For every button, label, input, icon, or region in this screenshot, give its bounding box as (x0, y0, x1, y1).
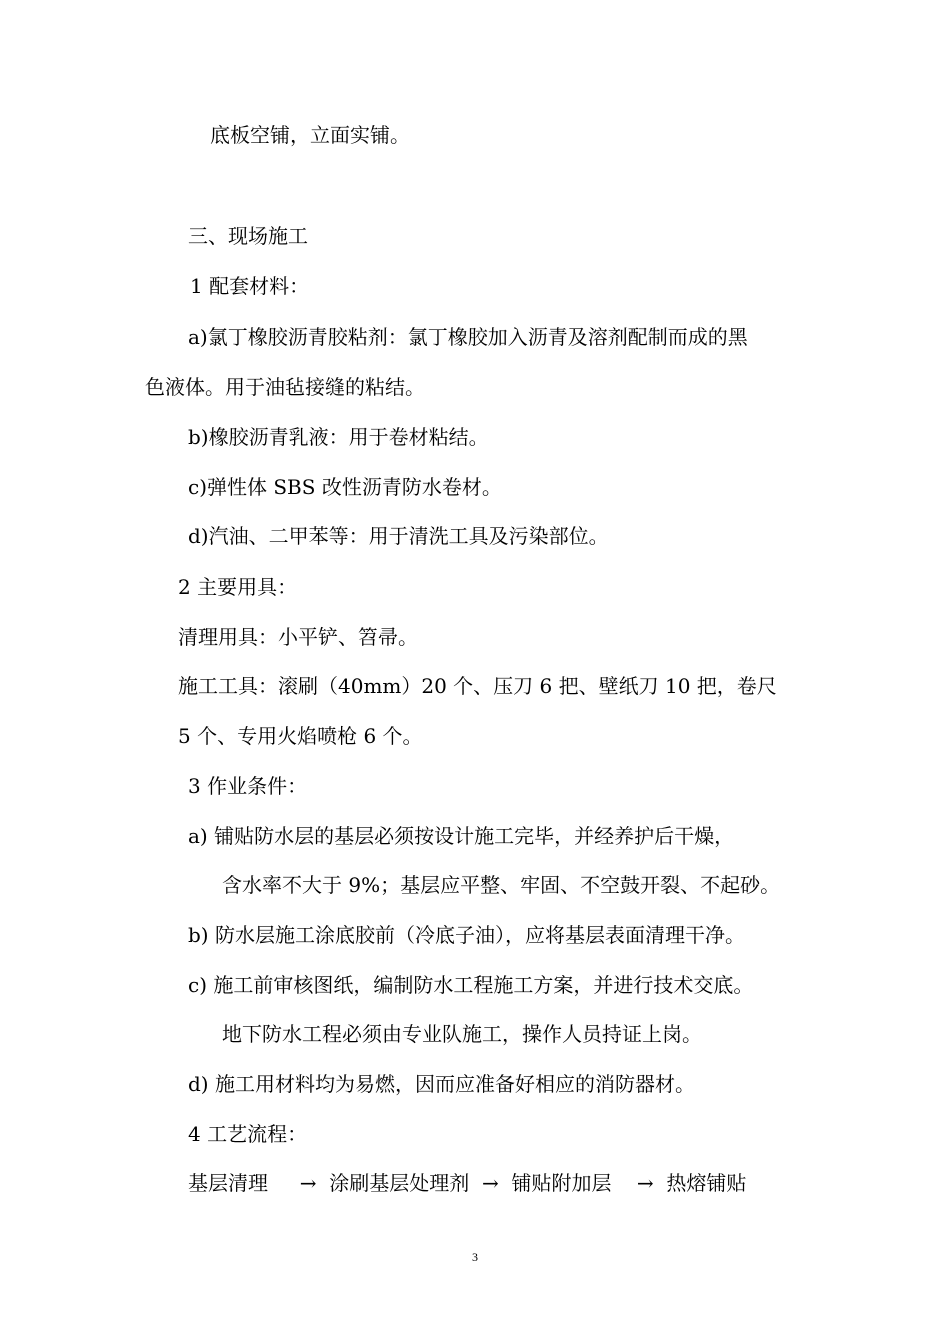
subsection-heading: 4 工艺流程： (188, 1122, 308, 1146)
process-flow-line: 基层清理 → 涂刷基层处理剂 → 铺贴附加层 → 热熔铺贴 (188, 1171, 747, 1195)
text-line: 5 个、专用火焰喷枪 6 个。 (178, 724, 423, 748)
text-line: 地下防水工程必须由专业队施工，操作人员持证上岗。 (222, 1022, 702, 1046)
subsection-heading: 1 配套材料： (190, 274, 310, 298)
section-heading: 三、现场施工 (188, 224, 308, 248)
text-line: b) 防水层施工涂底胶前（冷底子油），应将基层表面清理干净。 (188, 923, 745, 947)
page-number: 3 (472, 1250, 478, 1264)
text-line: d)汽油、二甲苯等：用于清洗工具及污染部位。 (188, 524, 609, 548)
text-line: d) 施工用材料均为易燃，因而应准备好相应的消防器材。 (188, 1072, 695, 1096)
text-line: 色液体。用于油毡接缝的粘结。 (145, 375, 425, 399)
subsection-heading: 2 主要用具： (178, 575, 298, 599)
text-line: 底板空铺，立面实铺。 (210, 123, 410, 147)
subsection-heading: 3 作业条件： (188, 774, 308, 798)
text-line: a) 铺贴防水层的基层必须按设计施工完毕，并经养护后干燥， (188, 824, 735, 848)
text-line: c) 施工前审核图纸，编制防水工程施工方案，并进行技术交底。 (188, 973, 754, 997)
text-line: a)氯丁橡胶沥青胶粘剂：氯丁橡胶加入沥青及溶剂配制而成的黑 (188, 325, 748, 349)
text-line: 含水率不大于 9%；基层应平整、牢固、不空鼓开裂、不起砂。 (222, 873, 781, 897)
text-line: 施工工具：滚刷（40mm）20 个、压刀 6 把、壁纸刀 10 把，卷尺 (178, 674, 777, 698)
text-line: b)橡胶沥青乳液：用于卷材粘结。 (188, 425, 489, 449)
text-line: 清理用具：小平铲、笤帚。 (178, 625, 418, 649)
text-line: c)弹性体 SBS 改性沥青防水卷材。 (188, 475, 502, 499)
